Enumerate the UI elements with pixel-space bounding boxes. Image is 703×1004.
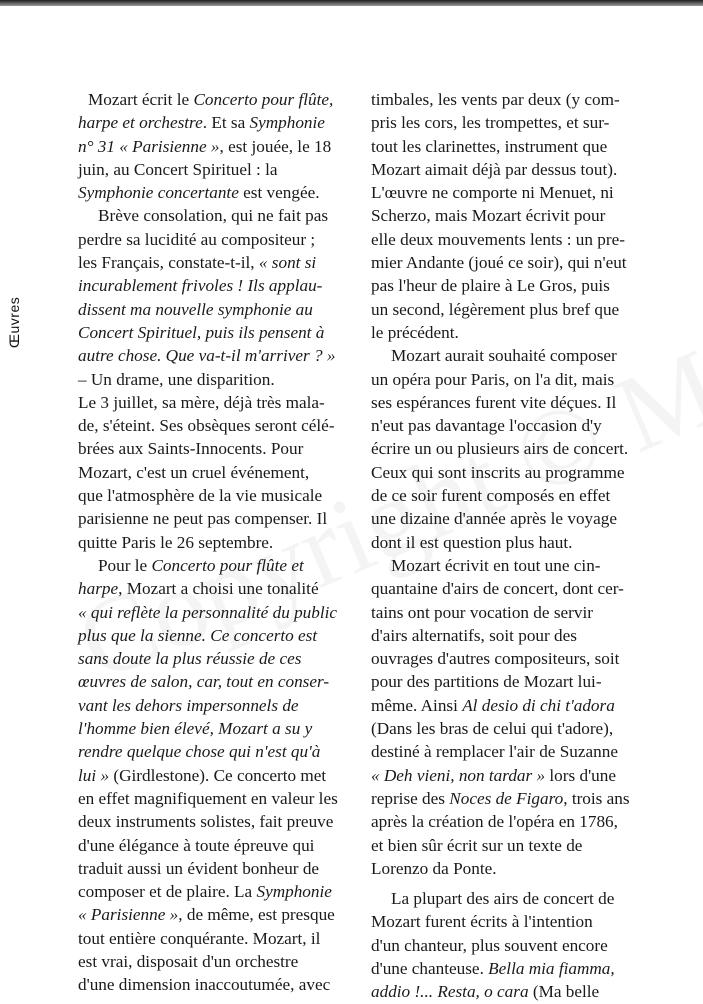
text-line <box>371 554 641 577</box>
text-run: traduit aussi un évident bonheur de <box>78 858 320 878</box>
text-run: , trois ans <box>563 788 630 808</box>
text-line <box>78 857 350 880</box>
italic-text-run: Concerto pour flûte et <box>151 555 304 575</box>
text-line <box>371 670 641 693</box>
text-line <box>371 88 641 111</box>
text-run: et bien sûr écrit sur un texte de <box>371 835 583 855</box>
text-run: n'eut pas davantage l'occasion d'y <box>371 416 602 436</box>
text-run: (Dans les bras de celui qui t'adore), <box>371 719 614 739</box>
text-line <box>78 461 350 484</box>
text-line <box>371 957 641 980</box>
italic-text-run: rendre quelque chose qui n'est qu'à <box>78 742 321 762</box>
italic-text-run: Concert Spirituel, puis ils pensent à <box>78 322 325 342</box>
text-line <box>78 298 350 321</box>
italic-text-run: « Deh vieni, non tardar » <box>371 765 546 785</box>
italic-text-run: vant les dehors impersonnels de <box>78 695 299 715</box>
italic-text-run: œuvres de salon, car, tout en conser- <box>78 672 330 692</box>
italic-text-run: incurablement frivoles ! Ils applau- <box>78 276 323 296</box>
text-line <box>78 321 350 344</box>
text-line <box>78 810 350 833</box>
text-run: d'une dimension inaccoutumée, avec <box>78 975 331 995</box>
text-line <box>78 903 350 926</box>
text-line <box>371 910 641 933</box>
text-line <box>371 181 641 204</box>
text-line <box>371 717 641 740</box>
text-line <box>78 740 350 763</box>
text-line <box>371 531 641 554</box>
text-run: timbales, les vents par deux (y com- <box>371 90 620 109</box>
text-run: Mozart aimait déjà par dessus tout). <box>371 159 618 179</box>
text-run: mier Andante (joué ce soir), qui n'eut <box>371 253 627 273</box>
italic-text-run: « sont si <box>258 253 317 273</box>
text-line <box>78 391 350 414</box>
text-line <box>371 694 641 717</box>
text-run: les Français, constate-t-il, <box>78 253 259 273</box>
text-line <box>371 461 641 484</box>
text-line <box>371 111 641 134</box>
text-run: , de même, est presque <box>178 905 335 925</box>
section-side-label: Œuvres <box>6 296 22 348</box>
text-line <box>371 484 641 507</box>
text-line <box>371 228 641 251</box>
italic-text-run: Symphonie <box>256 882 332 902</box>
text-run: Brève consolation, qui ne fait pas <box>98 206 329 226</box>
text-line <box>78 88 350 111</box>
text-line <box>371 251 641 274</box>
text-run: pour des partitions de Mozart lui- <box>371 672 602 692</box>
text-line <box>78 437 350 460</box>
text-line <box>371 787 641 810</box>
text-line <box>78 694 350 717</box>
italic-text-run: sans doute la plus réussie de ces <box>78 649 302 669</box>
text-run: de ce soir furent composés en effet <box>371 486 611 506</box>
text-run: en effet magnifiquement en valeur les <box>78 788 338 808</box>
text-run: Mozart écrit le <box>88 90 194 109</box>
text-run: – Un drame, une disparition. <box>78 369 275 389</box>
text-line <box>78 554 350 577</box>
text-run: dont il est question plus haut. <box>371 532 573 552</box>
text-line <box>371 274 641 297</box>
text-run: après la création de l'opéra en 1786, <box>371 812 618 832</box>
text-run: quantaine d'airs de concert, dont cer- <box>371 579 624 599</box>
text-run: pas l'heur de plaire à Le Gros, puis <box>371 276 610 296</box>
text-line <box>371 437 641 460</box>
text-run: ses espérances furent vite déçues. Il <box>371 392 617 412</box>
text-line <box>371 204 641 227</box>
text-line <box>371 624 641 647</box>
italic-text-run: harpe et orchestre <box>78 113 203 133</box>
text-line <box>371 368 641 391</box>
text-line <box>78 414 350 437</box>
text-line <box>371 601 641 624</box>
text-run: Mozart furent écrits à l'intention <box>371 912 593 932</box>
text-line <box>78 577 350 600</box>
italic-text-run: Concerto pour flûte, <box>193 90 334 109</box>
italic-text-run: lui » <box>78 765 110 785</box>
text-line <box>78 880 350 903</box>
text-run: elle deux mouvements lents : un pre- <box>371 229 625 249</box>
text-line <box>371 344 641 367</box>
text-run: tout les clarinettes, instrument que <box>371 136 608 156</box>
text-line <box>78 251 350 274</box>
text-line <box>371 414 641 437</box>
text-line <box>371 647 641 670</box>
text-run: brées aux Saints-Innocents. Pour <box>78 439 304 459</box>
text-run: tout entière conquérante. Mozart, il <box>78 928 321 948</box>
left-text-column <box>78 88 350 997</box>
text-line <box>78 158 350 181</box>
text-run: Mozart, c'est un cruel événement, <box>78 462 310 482</box>
text-run: , est jouée, le 18 <box>219 136 332 156</box>
italic-text-run: Bella mia fiamma, <box>488 958 615 978</box>
text-line <box>78 344 350 367</box>
italic-text-run: l'homme bien élevé, Mozart a su y <box>78 719 313 739</box>
text-run: un second, légèrement plus bref que <box>371 299 620 319</box>
italic-text-run: Symphonie <box>249 113 325 133</box>
text-run: L'œuvre ne comporte ni Menuet, ni <box>371 183 614 203</box>
italic-text-run: autre chose. Que va-t-il m'arriver ? » <box>78 346 336 366</box>
text-line <box>78 111 350 134</box>
text-run: juin, au Concert Spirituel : la <box>78 159 278 179</box>
text-run: Mozart aurait souhaité composer <box>391 346 617 366</box>
text-run: Le 3 juillet, sa mère, déjà très mala- <box>78 392 325 412</box>
text-run: quitte Paris le 26 septembre. <box>78 532 274 552</box>
italic-text-run: Symphonie concertante <box>78 183 239 203</box>
text-line <box>78 204 350 227</box>
text-run: est vengée. <box>238 183 320 203</box>
italic-text-run: addio !... Resta, o cara <box>371 982 529 1002</box>
italic-text-run: Al desio di chi t'adora <box>462 695 615 715</box>
text-line <box>78 764 350 787</box>
text-line <box>78 228 350 251</box>
text-run: une dizaine d'année après le voyage <box>371 509 617 529</box>
text-line <box>78 507 350 530</box>
text-line <box>371 934 641 957</box>
text-run: , Mozart a choisi une tonalité <box>118 579 319 599</box>
text-run: écrire un ou plusieurs airs de concert. <box>371 439 629 459</box>
text-line <box>78 484 350 507</box>
text-run: Scherzo, mais Mozart écrivit pour <box>371 206 606 226</box>
text-line <box>78 927 350 950</box>
italic-text-run: Noces de Figaro <box>449 788 564 808</box>
text-line <box>78 973 350 996</box>
italic-text-run: « qui reflète la personnalité du public <box>78 602 338 622</box>
text-line <box>371 321 641 344</box>
text-line <box>371 764 641 787</box>
italic-text-run: harpe <box>78 579 119 599</box>
text-line <box>78 181 350 204</box>
text-run: composer et de plaire. La <box>78 882 257 902</box>
text-line <box>78 834 350 857</box>
text-run: pris les cors, les trompettes, et sur- <box>371 113 610 133</box>
text-run: de, s'éteint. Ses obsèques seront célé- <box>78 416 335 436</box>
text-run: reprise des <box>371 788 450 808</box>
italic-text-run: n° 31 « Parisienne » <box>78 136 220 156</box>
text-run: Lorenzo da Ponte. <box>371 858 497 878</box>
text-run: tains ont pour vocation de servir <box>371 602 593 622</box>
text-line <box>78 368 350 391</box>
text-run: le précédent. <box>371 322 459 342</box>
text-line <box>78 274 350 297</box>
text-line <box>78 670 350 693</box>
text-line <box>371 810 641 833</box>
text-line <box>371 577 641 600</box>
text-run: perdre sa lucidité au compositeur ; <box>78 229 316 249</box>
text-run: que l'atmosphère de la vie musicale <box>78 486 323 506</box>
text-line <box>371 834 641 857</box>
text-line <box>78 950 350 973</box>
italic-text-run: dissent ma nouvelle symphonie au <box>78 299 313 319</box>
text-run: même. Ainsi <box>371 695 463 715</box>
text-run: lors d'une <box>545 765 616 785</box>
text-line <box>371 158 641 181</box>
text-run: parisienne ne peut pas compenser. Il <box>78 509 328 529</box>
text-run: Mozart écrivit en tout une cin- <box>391 555 601 575</box>
text-run: Ceux qui sont inscrits au programme <box>371 462 625 482</box>
text-line <box>371 887 641 910</box>
text-line <box>78 135 350 158</box>
text-line <box>371 507 641 530</box>
text-line <box>78 624 350 647</box>
right-text-column <box>371 88 641 1004</box>
text-run: deux instruments solistes, fait preuve <box>78 812 334 832</box>
text-line <box>371 857 641 880</box>
text-run: Pour le <box>98 555 152 575</box>
text-run: ouvrages d'autres compositeurs, soit <box>371 649 620 669</box>
top-edge-line <box>0 0 703 6</box>
text-line <box>78 717 350 740</box>
text-run: un opéra pour Paris, on l'a dit, mais <box>371 369 615 389</box>
text-line <box>371 740 641 763</box>
italic-text-run: plus que la sienne. Ce concerto est <box>78 625 318 645</box>
text-line <box>78 531 350 554</box>
text-run: La plupart des airs de concert de <box>391 889 615 909</box>
text-run: (Girdlestone). Ce concerto met <box>109 765 327 785</box>
text-line <box>78 601 350 624</box>
text-line <box>371 135 641 158</box>
text-line <box>371 391 641 414</box>
text-run: destiné à remplacer l'air de Suzanne <box>371 742 618 762</box>
text-run: d'une élégance à toute épreuve qui <box>78 835 315 855</box>
text-run: d'une chanteuse. <box>371 958 489 978</box>
text-run: est vrai, disposait d'un orchestre <box>78 951 299 971</box>
text-line <box>78 787 350 810</box>
text-run: . Et sa <box>202 113 250 133</box>
text-run: d'airs alternatifs, soit pour des <box>371 625 577 645</box>
text-line <box>371 298 641 321</box>
text-run: d'un chanteur, plus souvent encore <box>371 935 608 955</box>
text-run: (Ma belle <box>528 982 600 1002</box>
italic-text-run: « Parisienne » <box>78 905 179 925</box>
text-line <box>78 647 350 670</box>
